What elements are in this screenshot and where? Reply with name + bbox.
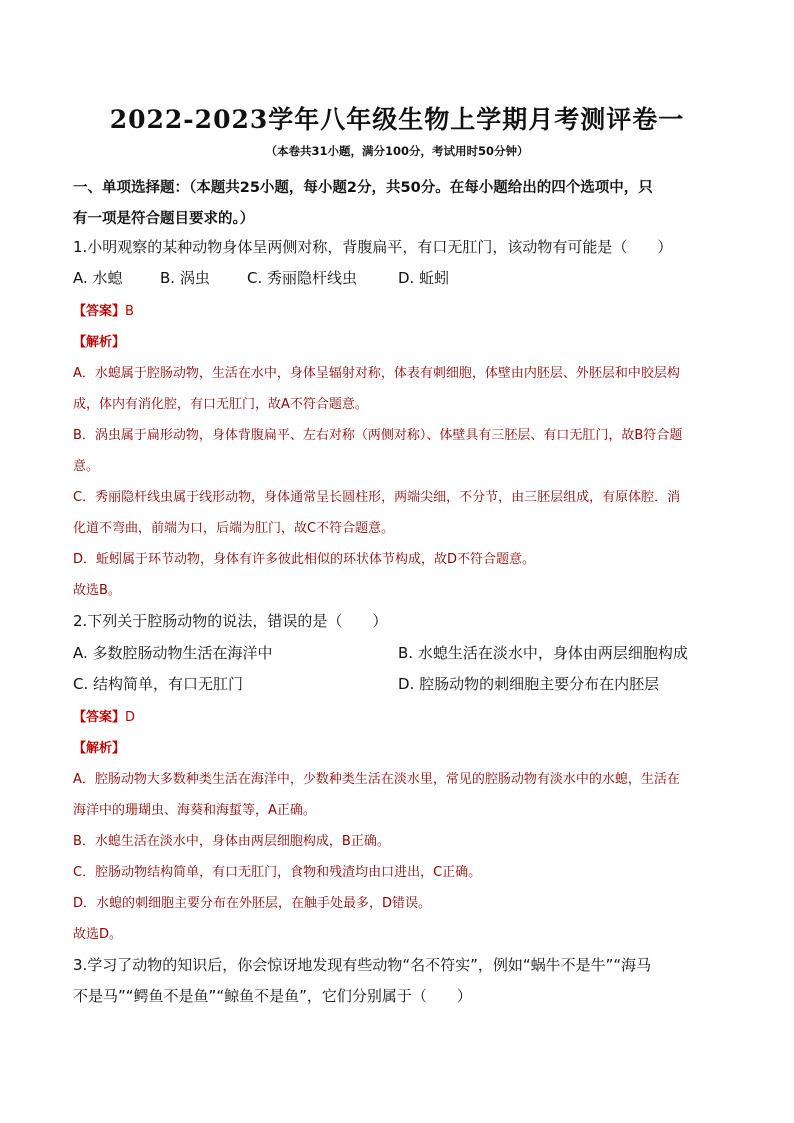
analysis-conclusion: 故选B。 (73, 583, 121, 598)
question-2-analysis-label: 【解析】 (73, 741, 126, 756)
analysis-line: 成，体内有消化腔，有口无肛门，故A不符合题意。 (73, 397, 368, 412)
analysis-line: C．秀丽隐杆线虫属于线形动物，身体通常呈长圆柱形，两端尖细，不分节，由三胚层组成，有原体腔．消 (73, 490, 681, 505)
question-1-option-c: C. 秀丽隐杆线虫 (247, 269, 358, 287)
analysis-line: 海洋中的珊瑚虫、海葵和海蜇等，A正确。 (73, 803, 316, 818)
question-1-answer (73, 300, 134, 319)
question-2-option-b: B. 水螅生活在淡水中，身体由两层细胞构成 (398, 644, 688, 662)
question-3-stem-line1: 3.学习了动物的知识后，你会惊讶地发现有些动物“名不符实”，例如“蜗牛不是牛”“海马 (73, 956, 652, 974)
question-2-option-c: C. 结构简单，有口无肛门 (73, 675, 244, 693)
exam-title: 2022-2023学年八年级生物上学期月考测评卷一 (109, 105, 685, 134)
analysis-line: C．腔肠动物结构简单，有口无肛门，食物和残渣均由口进出，C正确。 (73, 865, 482, 880)
analysis-line: B．涡虫属于扁形动物，身体背腹扁平、左右对称（两侧对称）、体壁具有三胚层、有口无肛门，故B符合题 (73, 428, 683, 443)
question-1-option-b: B. 涡虫 (160, 269, 210, 287)
question-2-option-a: A. 多数腔肠动物生活在海洋中 (73, 644, 273, 662)
question-3-stem-line2: 不是马”“鳄鱼不是鱼”“鲸鱼不是鱼”，它们分别属于（ ） (73, 987, 472, 1005)
analysis-line: D．蚯蚓属于环节动物，身体有许多彼此相似的环状体节构成，故D不符合题意。 (73, 552, 536, 567)
analysis-line: 意。 (73, 459, 100, 474)
answer-value: B (125, 304, 134, 319)
question-2-stem: 2.下列关于腔肠动物的说法，错误的是（ ） (73, 612, 388, 630)
analysis-line: D．水螅的刺细胞主要分布在外胚层，在触手处最多，D错误。 (73, 896, 432, 911)
analysis-line: A．水螅属于腔肠动物，生活在水中，身体呈辐射对称，体表有刺细胞，体壁由内胚层、外胚层和中胶层构 (73, 366, 680, 381)
analysis-line: 化道不弯曲，前端为口，后端为肛门，故C不符合题意。 (73, 521, 395, 536)
answer-label: 【答案】 (73, 304, 126, 319)
answer-label: 【答案】 (73, 710, 126, 725)
question-1-option-a: A. 水螅 (73, 269, 123, 287)
answer-value: D (125, 710, 136, 725)
question-1-analysis-label: 【解析】 (73, 335, 126, 350)
analysis-line: B．水螅生活在淡水中，身体由两层细胞构成，B正确。 (73, 834, 390, 849)
question-2-option-d: D. 腔肠动物的刺细胞主要分布在内胚层 (398, 675, 660, 693)
analysis-conclusion: 故选D。 (73, 927, 123, 942)
question-2-answer (73, 706, 135, 725)
section-heading-line2: 有一项是符合题目要求的。） (73, 211, 255, 227)
section-heading-line1: 一、单项选择题：（本题共25小题，每小题2分，共50分。在每小题给出的四个选项中，只 (73, 180, 653, 196)
question-1-stem: 1.小明观察的某种动物身体呈两侧对称，背腹扁平，有口无肛门，该动物有可能是（ ） (73, 238, 673, 256)
analysis-line: A．腔肠动物大多数种类生活在海洋中，少数种类生活在淡水里，常见的腔肠动物有淡水中的水螅，生活在 (73, 772, 680, 787)
exam-subtitle: （本卷共31小题，满分100分，考试用时50分钟） (265, 144, 529, 158)
question-1-option-d: D. 蚯蚓 (398, 269, 450, 287)
